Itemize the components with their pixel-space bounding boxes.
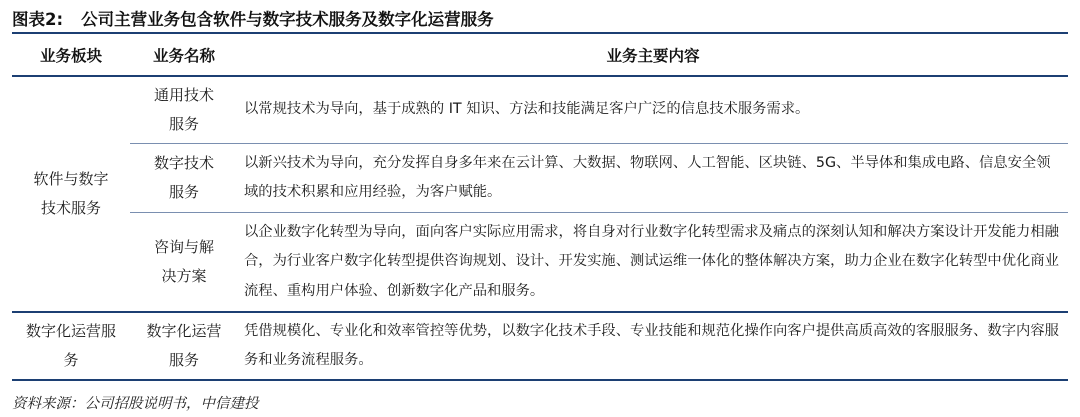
business-content: 凭借规模化、专业化和效率管控等优势，以数字化技术手段、专业技能和规范化操作向客户提供高质高效的客服服务、数字内容服务和业务流程服务。 — [244, 322, 1059, 368]
header-business-name: 业务名称 — [152, 46, 215, 65]
group-software-digital-tech — [12, 77, 1068, 311]
business-name-cell — [130, 149, 238, 207]
business-table — [12, 32, 1068, 381]
segment-label: 软件与数字技术服务 — [33, 170, 109, 217]
business-name-cell — [130, 317, 238, 375]
table-row — [130, 143, 1068, 212]
business-name-cell — [130, 233, 238, 291]
table-bottom-rule — [12, 379, 1068, 381]
figure-caption: 公司主营业务包含软件与数字技术服务及数字化运营服务 — [81, 10, 494, 29]
business-name: 通用技术服务 — [153, 86, 214, 133]
business-content: 以常规技术为导向，基于成熟的 IT 知识、方法和技能满足客户广泛的信息技术服务需求。 — [244, 101, 810, 118]
table-row — [130, 77, 1068, 143]
segment-label: 数字化运营服务 — [25, 322, 116, 369]
figure-number: 图表2: — [12, 10, 64, 29]
business-name: 咨询与解决方案 — [153, 238, 214, 285]
business-name: 数字化运营服务 — [146, 322, 222, 369]
business-content: 以企业数字化转型为导向，面向客户实际应用需求，将自身对行业数字化转型需求及痛点的深刻认知和解决方案设计开发能力相融合，为行业客户数字化转型提供咨询规划、设计、开发实施、测试运维一体化的整体解决方案，助力企业在数字化转型中优化商业流程、重构用户体验、创新数字化产品和服务。 — [244, 223, 1059, 299]
table-row — [130, 313, 1068, 379]
group-digital-operations — [12, 313, 1068, 379]
business-content: 以新兴技术为导向，充分发挥自身多年来在云计算、大数据、物联网、人工智能、区块链、5G、半导体和集成电路、信息安全领域的技术积累和应用经验，为客户赋能。 — [244, 154, 1051, 200]
figure-title — [12, 6, 494, 30]
table-header-row — [12, 34, 1068, 75]
table-row — [130, 212, 1068, 311]
business-name: 数字技术服务 — [153, 154, 214, 201]
header-main-content: 业务主要内容 — [606, 46, 700, 65]
segment-cell — [12, 77, 130, 311]
segment-cell — [12, 313, 130, 379]
header-segment: 业务板块 — [39, 46, 102, 65]
source-note: 资料来源：公司招股说明书，中信建投 — [12, 396, 259, 412]
business-name-cell — [130, 81, 238, 139]
